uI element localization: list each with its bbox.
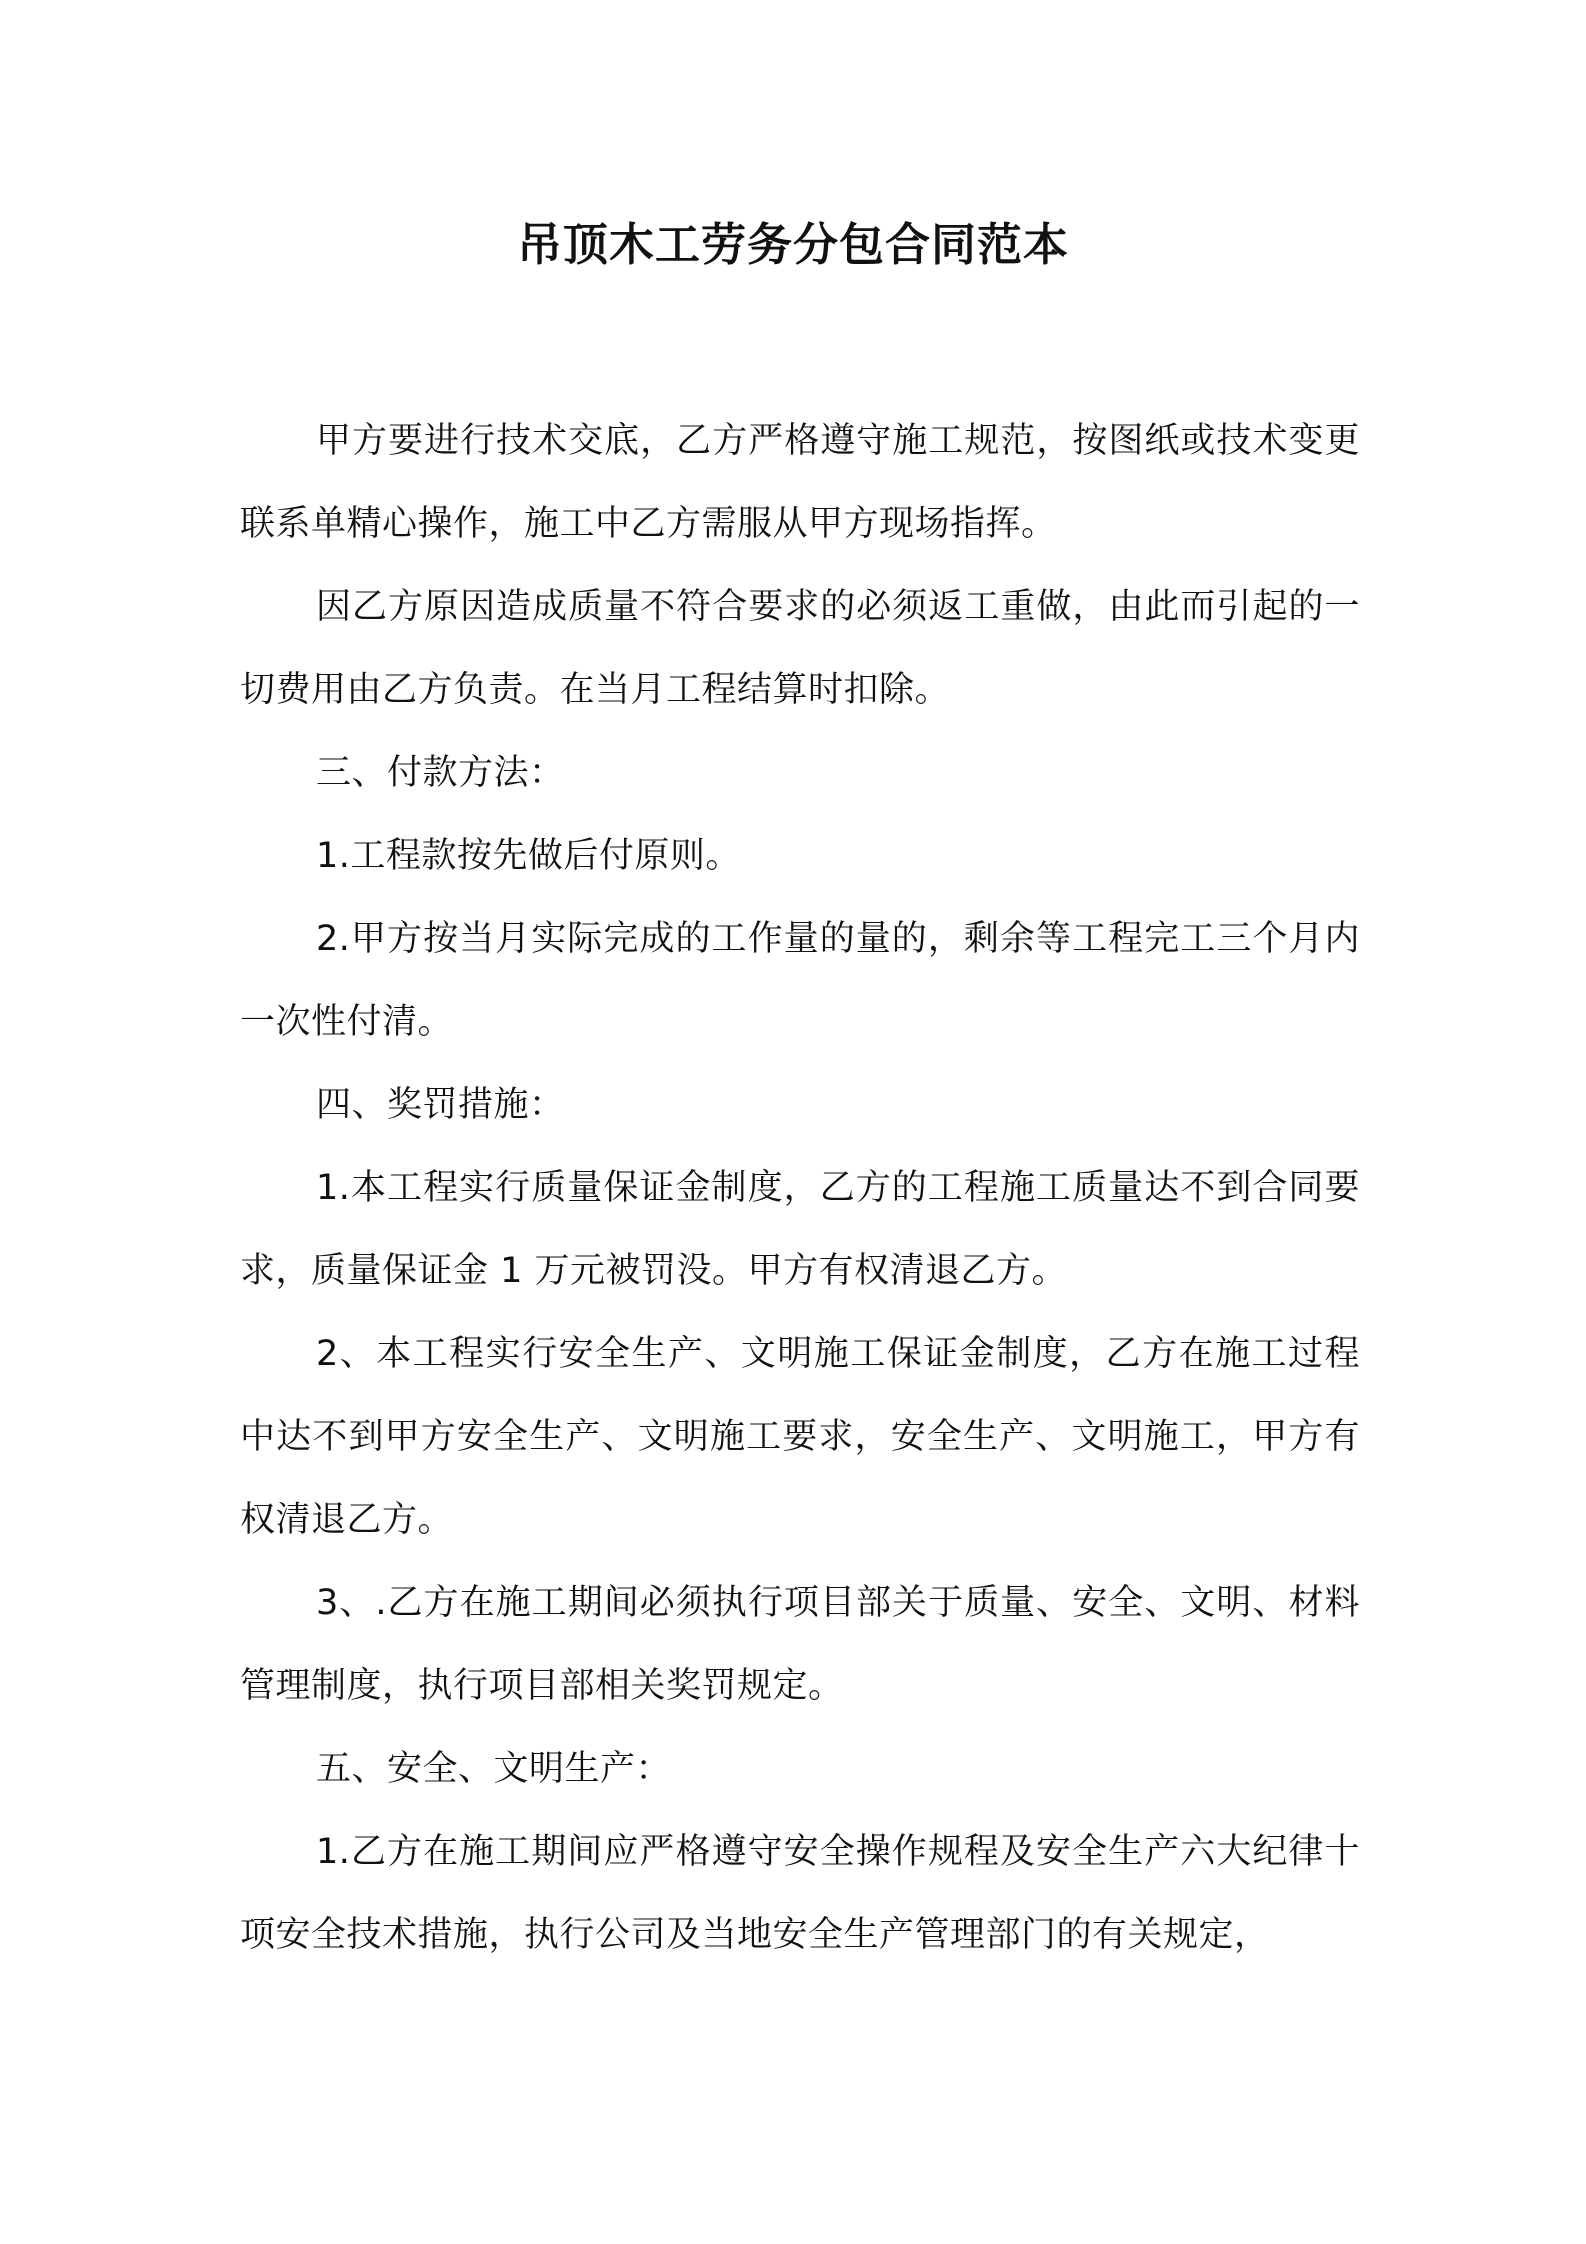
document-title: 吊顶木工劳务分包合同范本 — [516, 218, 1069, 271]
paragraph: 3、.乙方在施工期间必须执行项目部关于质量、安全、文明、材料管理制度，执行项目部相关奖罚规定。 — [240, 1583, 1360, 1706]
paragraph: 1.本工程实行质量保证金制度，乙方的工程施工质量达不到合同要求，质量保证金 1 万元被罚没。甲方有权清退乙方。 — [240, 1168, 1360, 1291]
section-heading: 三、付款方法： — [316, 753, 565, 793]
paragraph: 2.甲方按当月实际完成的工作量的量的，剩余等工程完工三个月内一次性付清。 — [240, 919, 1360, 1042]
paragraph: 因乙方原因造成质量不符合要求的必须返工重做，由此而引起的一切费用由乙方负责。在当月工程结算时扣除。 — [240, 587, 1360, 710]
document-body — [240, 400, 1360, 1977]
paragraph: 2、本工程实行安全生产、文明施工保证金制度，乙方在施工过程中达不到甲方安全生产、文明施工要求，安全生产、文明施工，甲方有权清退乙方。 — [240, 1334, 1360, 1540]
section-heading: 五、安全、文明生产： — [316, 1749, 672, 1789]
paragraph: 甲方要进行技术交底，乙方严格遵守施工规范，按图纸或技术变更联系单精心操作，施工中乙方需服从甲方现场指挥。 — [240, 421, 1360, 544]
paragraph: 1.工程款按先做后付原则。 — [316, 836, 741, 876]
paragraph: 1.乙方在施工期间应严格遵守安全操作规程及安全生产六大纪律十项安全技术措施，执行公司及当地安全生产管理部门的有关规定， — [240, 1832, 1360, 1955]
section-heading: 四、奖罚措施： — [316, 1085, 565, 1125]
